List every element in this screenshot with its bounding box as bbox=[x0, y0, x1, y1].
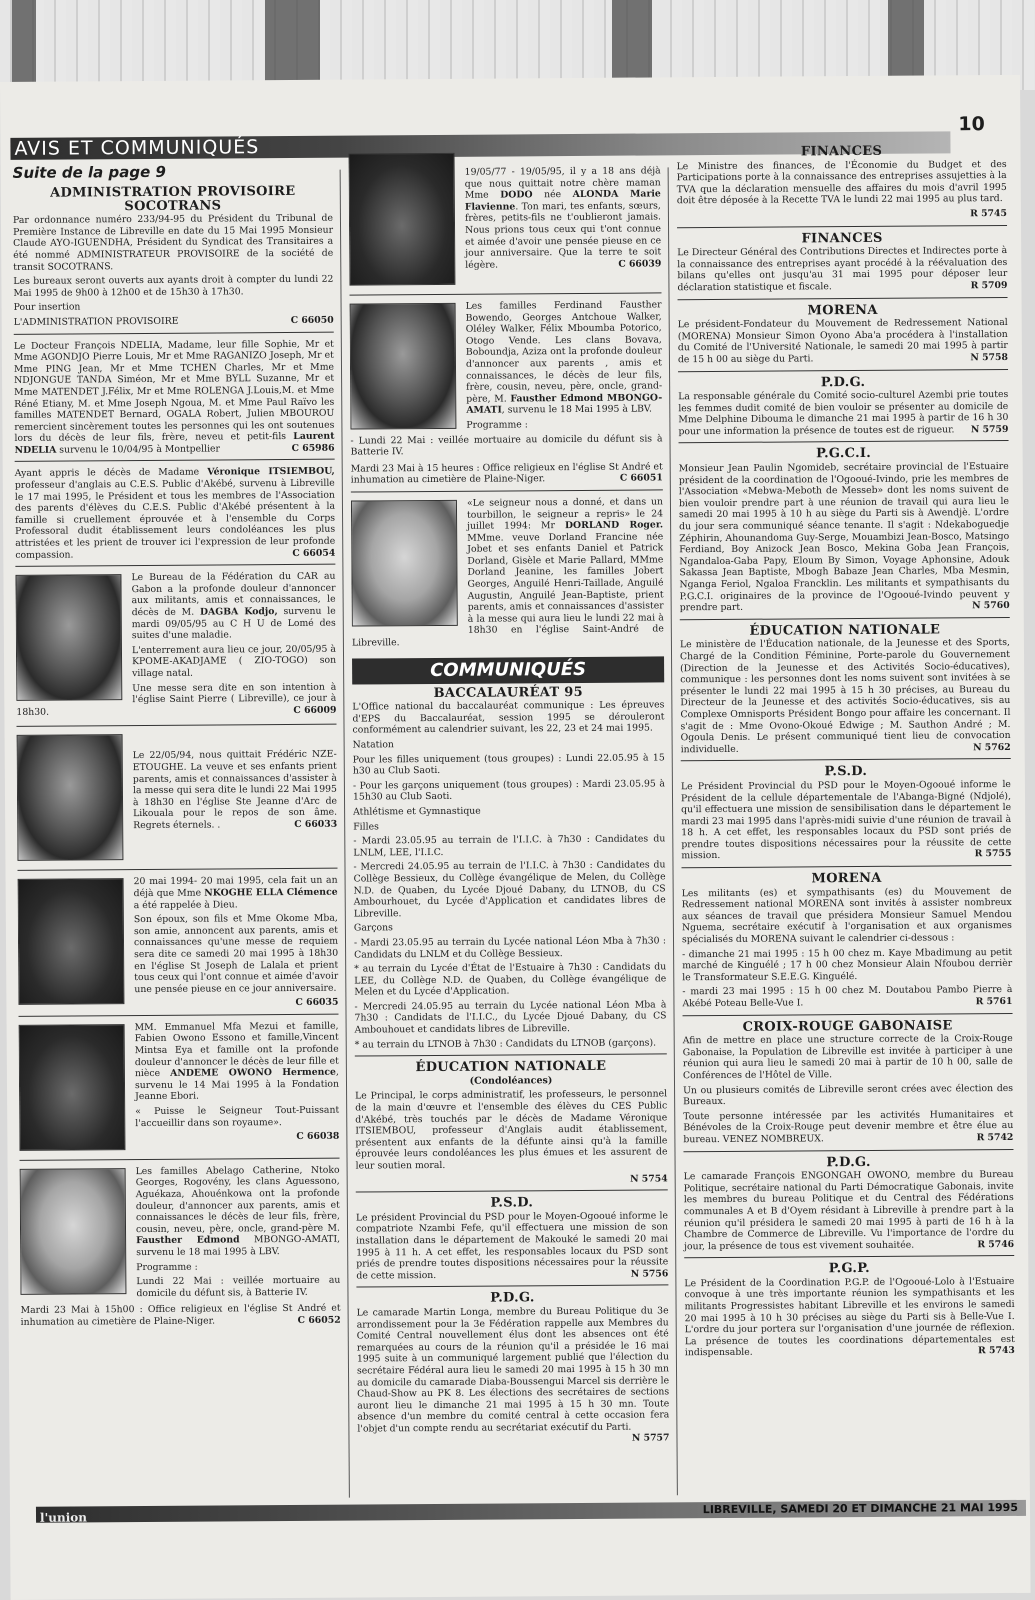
notice-ref: N 5762 bbox=[973, 741, 1011, 753]
notice-finances-1 bbox=[676, 145, 1007, 222]
notice-ref: N 5757 bbox=[631, 1432, 670, 1445]
notice-body: née bbox=[544, 189, 562, 201]
divider bbox=[677, 225, 1007, 228]
notice-body: Les bureaux seront ouverts aux ayants droit à compter du lundi 22 Mai 1995 de 9h00 à 12h00 et de 15h30 à 17h30. bbox=[13, 273, 334, 299]
divider bbox=[19, 1014, 339, 1017]
notice-line: Natation bbox=[352, 739, 394, 751]
column-right bbox=[676, 143, 1014, 1362]
notice-body: Le Bureau de la Fédération du CAR au Gabon a la profonde douleur d'annoncer aux militants, amis et connaissances, le décès de M. bbox=[131, 570, 336, 619]
notice-body: Ayant appris le décès de Madame bbox=[14, 467, 200, 480]
notice-name: DORLAND Roger. bbox=[564, 519, 664, 532]
obituary-nze bbox=[17, 731, 338, 865]
notice-line: * au terrain du LTNOB à 7h30 : Candidats du LTNOB (garçons). bbox=[354, 1037, 657, 1051]
portrait-photo bbox=[349, 153, 456, 286]
notice-finances-2 bbox=[677, 232, 1007, 294]
divider bbox=[679, 440, 1009, 443]
notice-body: Le ministère de l'Éducation nationale, de la Jeunesse et des Sports, Chargé de la Condition Féminine, Porte-parole du Gouvernement (Direction de la Jeunesse et des Activités Socio-éducatives), communique : les personnes dont les noms suivent sont invitées à se présenter le lundi 22 mai 1995 à 15 h 30 précises, au Bureau du Directeur de la Jeunesse et des activités Socio-éducatives, sis au Complexe Omnisports Président Bongo pour affaire les concernant. Il s'agit de : Mme Ovono-Okoué Edwige ; M. Sauthon André ; M. Ogoula Denis. Le présent communiqué tient lieu de convocation individuelle. bbox=[679, 637, 1011, 755]
notice-ref: C 66035 bbox=[295, 996, 339, 1009]
notice-ref: N 5758 bbox=[970, 351, 1008, 364]
divider bbox=[18, 868, 338, 871]
notice-body: Programme : bbox=[466, 419, 528, 431]
notice-body: professeur d'anglais au C.E.S. Public d'Akébé, survenu à Libreville le 17 mai 1995, le Président et tous les membres de l'Association des parents d'élèves du C.E.S. Public d'Akébé présentent à la famille si cruellement éprouvée et à l'ensemble du Corps Professoral dudit établissement leurs condoléances les plus attristées et les prient de trouver ici l'expression de leur profonde compassion. bbox=[14, 477, 336, 561]
notice-ref: C 66009 bbox=[293, 704, 337, 716]
notice-body: a été rappelée à Dieu. bbox=[133, 898, 238, 911]
notice-ref: R 5742 bbox=[976, 1131, 1014, 1144]
notice-name: DODO bbox=[500, 189, 533, 201]
notice-ref: C 66050 bbox=[290, 314, 334, 326]
newspaper-logo: l'union bbox=[39, 1510, 88, 1525]
notice-body: Pour insertion bbox=[13, 301, 81, 314]
notice-ref: C 66051 bbox=[619, 472, 663, 484]
notice-body: Les militants (es) et sympathisants (es) du Mouvement de Redressement national MORENA sont invités à assister nombreux aux séances de travail que présidera Monsieur Samuel Mendou Nguema, secrétaire exécutif à l'organisation et aux organismes spécialisés du MORENA suivant le calendrier ci-dessous : bbox=[681, 885, 1012, 946]
divider bbox=[349, 292, 661, 295]
divider bbox=[16, 724, 336, 727]
notice-body: Toute personne intéressée par les activités Humanitaires et Bénévoles de la Croix-Rouge peut devenir membre et être élue au bureau. VENEZ NOMBREUX. bbox=[683, 1108, 1014, 1146]
notice-body: Le Président de la Coordination P.G.P. de l'Ogooué-Lolo à l'Estuaire convoque à une très importante réunion les sympathisants et les militants Progressistes habitant Libreville et les environs le samedi 20 mai 1995 à 10 h 30 précises au siège du Parti sis à Belle-Vue I. L'ordre du jour portera sur l'organisation d'une journée de réflexion. La présence de toutes les coordinations départementales est indispensable. bbox=[684, 1275, 1015, 1359]
notice-title: P.D.G. bbox=[820, 374, 866, 390]
notice-ref: N 5756 bbox=[630, 1268, 669, 1280]
notice-body: survenu le 10/04/95 à Montpellier bbox=[59, 443, 221, 456]
portrait-photo bbox=[17, 735, 124, 862]
notice-ref: R 5745 bbox=[970, 207, 1007, 220]
notice-ref: R 5743 bbox=[978, 1345, 1015, 1357]
communiques-banner: COMMUNIQUÉS bbox=[352, 656, 664, 684]
notice-title: P.S.D. bbox=[824, 764, 868, 780]
notice-body: Un ou plusieurs comités de Libreville seront crées avec élection des Bureaux. bbox=[683, 1082, 1014, 1108]
background-stripe bbox=[612, 0, 652, 82]
notice-title: MORENA bbox=[811, 870, 882, 887]
notice-title: P.G.P. bbox=[828, 1261, 870, 1277]
divider bbox=[356, 1285, 668, 1288]
notice-title: P.D.G. bbox=[490, 1290, 535, 1306]
portrait-photo bbox=[351, 500, 458, 627]
notice-name: ANDEME OWONO Hermence bbox=[170, 1066, 336, 1080]
notice-line: Pour les filles uniquement (tous groupes) : Lundi 22.05.95 à 15 h30 au Club Saoti. bbox=[352, 751, 665, 777]
notice-body: Les familles Ferdinand Fausther Bowendo, Georges Antchoue Walker, Oléley Walker, Félix Mboumba Potorico, Otogo Vende. Les clans Bovava, Boboundja, Aziza ont la profonde douleur d'annoncer aux parents , amis et connaissances, le décès de leur fils, frère, cousin, neveu, père, oncle, grand-père, M. bbox=[465, 299, 663, 405]
notice-name: Fausther Edmond MBONGO-AMATI bbox=[466, 392, 663, 417]
notice-ref: C 66052 bbox=[297, 1314, 341, 1326]
notice-administration bbox=[12, 183, 334, 329]
notice-line: - Mardi 23.05.95 au terrain de l'I.I.C. à 7h30 : Candidates du LNLM, LEE, l'I.I.C. bbox=[353, 833, 666, 859]
notice-ref: N 5754 bbox=[630, 1172, 668, 1185]
background-stripe bbox=[265, 0, 320, 82]
divider bbox=[15, 564, 335, 567]
notice-line: - Mercredi 24.05.95 au terrain de l'I.I.C. à 7h30 : Candidates du Collège Bessieux, du Collège évangélique de Melen, du Collège N.D. de Quaben, du Lycée Djoué Dabany, du LTNOB, du CS Ambourhouet, du Lycée d'Application et candidates libres de Libreville. bbox=[353, 859, 666, 920]
divider bbox=[14, 331, 334, 334]
notice-body: Le camarade François ENGONGAH OWONO, membre du Bureau Politique, secrétaire national du Parti Démocratique Gabonais, invite les membres du bureau Politique et du Central des Fédérations communales A et B d'Oyem résidant à Libreville à prendre part à la réunion qu'il présidera le samedi 20 mai 1995 à parti de 16 h à la Chambre de Commerce de Libreville. Vu l'importance de l'ordre du jour, la présence de tous est vivement souhaitée. bbox=[683, 1169, 1015, 1252]
column-divider bbox=[668, 167, 678, 1495]
notice-baccalaureat bbox=[352, 686, 667, 1051]
notice-title: P.G.C.I. bbox=[816, 446, 872, 462]
background-stripe bbox=[888, 0, 924, 82]
portrait-photo bbox=[15, 574, 122, 701]
obituary-dagba bbox=[15, 571, 336, 721]
divider bbox=[355, 1054, 667, 1057]
notice-line: - Mardi 23.05.95 au terrain du Lycée national Léon Mba à 7h30 : Candidats du LNLM et du Collège Bessieux. bbox=[353, 935, 667, 961]
notice-ref: C 66039 bbox=[618, 258, 662, 270]
notice-ref: R 5746 bbox=[977, 1238, 1015, 1250]
notice-body: Le Président Provincial du PSD pour le Moyen-Ogooué informe le Président de la cellule départementale de l'Abanga-Bigné (Ndjolé), qu'il effectuera une mission de sensibilisation dans le département le mardi 23 mai 1995 dans l'après-midi suivie d'une réunion de travail à 18 h. A cet effet, les responsables locaux du PSD sont priés de prendre toutes dispositions nécessaires pour la réussite de cette mission. bbox=[680, 778, 1012, 862]
footer-band bbox=[36, 1500, 1026, 1523]
notice-body: Le Docteur François NDELIA, Madame, leur fille Sophie, Mr et Mme AGONDJO Pierre Louis, Mr et Mme RAGANIZO Joseph, Mr et Mme PING Jean, Mr et Mme TCHEN Charles, Mr et Mme NDJONGUE TANDA Siméon, Mr et Mme BYLL Suzanne, Mr et Mme MATENDET J.Félix, Mr et Mme ROLENGA J.Louis,M. et Mme Réné Etiany, M. et Mme Joseph Ngoua, M. et Mme Paul Raïvo les familles MATENDET Bernard, OGALA Robert, Julien MBOUROU remercient sincèrement toutes les personnes qui les ont soutenues lors du décès de leur fils, frère, neveu et petit-fils bbox=[13, 338, 335, 445]
divider bbox=[678, 297, 1008, 300]
notice-body: Monsieur Jean Paulin Ngomideb, secrétaire provincial de l'Estuaire président de la coordination de l'Ogooué-Ivindo, prie les membres de l'Association «Mebwa-Meboth de Messeb» dont les noms suivent de bien vouloir prendre part à une réunion de travail qui aura lieu le samedi 20 mai 1995 à 10 h au siège du Parti sis à Awendjè. L'ordre du jour sera communiqué séance tenante. Il s'agit : Ndekaboguedje Zéphirin, Ahounandoma Guy-Serge, Mouambizi Jean-Bosco, Matsingo Ferdiand, Boy Anizock Jean Bosco, Mekina Goba Jean François, Ngandaloa-Gaba Papy, Eloum By Simon, Voyage Aphonsine, Adouk Sakassa Jean Baptiste, Mbogh Babaze Jean Charles, Mba Mesmin, Nganga Feriol, Ngaloa Francklin. Les militants et sympathisants du P.G.C.I. originaires de la province de l'Ogooué-Ivindo peuvent y prendre part. bbox=[678, 461, 1010, 614]
notice-line: Garçons bbox=[353, 922, 393, 934]
notice-body: « Puisse le Seigneur Tout-Puissant l'accueillir dans son royaume». bbox=[135, 1104, 340, 1129]
notice-education-nationale bbox=[680, 624, 1011, 756]
notice-subtitle: SOCOTRANS bbox=[124, 198, 222, 214]
notice-body: Une messe sera dite en son intention à l'église Saint Pierre ( Libreville), ce jour à 18h30. bbox=[16, 681, 337, 718]
divider bbox=[683, 1148, 1013, 1151]
notice-body: Le 22/05/94, nous quittait Frédéric NZE-ETOUGHE. La veuve et ses enfants prient parents, amis et connaissances d'assister à la messe qui sera dite le lundi 22 Mai 1995 à 18h30 en l'église Ste Jeanne d'Arc de Likouala pour le repos de son âme. Regrets éternels. . bbox=[132, 749, 338, 831]
notice-pdg-2 bbox=[684, 1155, 1015, 1252]
notice-ref: N 5760 bbox=[972, 600, 1010, 612]
obituary-mbongo bbox=[20, 1165, 341, 1304]
notice-body: Mardi 23 Mai à 15 heures : Office religieux en l'église St André et inhumation au cimetière de Plaine-Niger. bbox=[350, 461, 663, 486]
notice-body: - mardi 23 mai 1995 : 15 h 00 chez M. Doutabou Pambo Pierre à Akébé Poteau Belle-Vue I. bbox=[682, 984, 1013, 1010]
portrait-photo bbox=[18, 879, 125, 1006]
obituary-dodo bbox=[348, 149, 661, 289]
notice-name: NKOGHE ELLA Clémence bbox=[204, 886, 338, 899]
divider bbox=[15, 459, 335, 462]
footer-dateline: LIBREVILLE, SAMEDI 20 ET DIMANCHE 21 MAI 1995 bbox=[702, 1500, 1019, 1517]
divider bbox=[681, 758, 1011, 761]
notice-name: ALONDA Marie Flavienne bbox=[464, 188, 661, 213]
portrait-photo bbox=[19, 1024, 126, 1151]
notice-body: survenu le mardi 09/05/95 au C H U de Lomé des suites d'une maladie. bbox=[131, 605, 336, 642]
notice-psd bbox=[356, 1197, 669, 1282]
notice-name: Véronique ITSIEMBOU, bbox=[207, 466, 335, 479]
notice-ref: C 66038 bbox=[296, 1130, 340, 1143]
notice-body: La responsable générale du Comité socio-culturel Azembi prie toutes les femmes dudit comité de bien vouloir se présenter au domicile de Mme Delphine Dibouma le dimanche 21 mai 1995 à partir de 16 h 30 pour une information la présence de toutes est de rigueur. bbox=[678, 389, 1009, 438]
notice-title: MORENA bbox=[807, 302, 878, 318]
notice-name: DAGBA Kodjo, bbox=[199, 606, 278, 618]
divider bbox=[351, 489, 663, 492]
notice-itsiembou bbox=[15, 466, 336, 561]
notice-line: * au terrain du Lycée d'État de l'Estuaire à 7h30 : Candidats du LEE, du Collège N.D. de Quaben, du Collège évangélique de Melen et du Lycée d'Application. bbox=[354, 961, 667, 998]
column-divider bbox=[340, 170, 350, 1498]
continued-label: Suite de la page 9 bbox=[12, 162, 166, 182]
portrait-photo bbox=[350, 303, 457, 430]
notice-body: MBONGO-AMATI, survenu le 18 mai 1995 à LBV. bbox=[136, 1234, 341, 1259]
notice-body: 19/05/77 - 19/05/95, il y a 18 ans déjà que nous quittait notre chère maman Mme bbox=[464, 165, 661, 201]
notice-title: FINANCES bbox=[801, 230, 883, 246]
notice-ndelia bbox=[14, 338, 335, 456]
notice-body: - dimanche 21 mai 1995 : 15 h 00 chez m. Kaye Mbadimung au petit marché de Kinguélé ; 17 h 00 chez Monsieur Alain Nfoubou derrièr le Transformateur S.E.E.G. Kinguélé. bbox=[682, 946, 1013, 984]
obituary-andeme bbox=[19, 1021, 340, 1155]
page-number: 10 bbox=[958, 113, 985, 136]
notice-signature: L'ADMINISTRATION PROVISOIRE bbox=[13, 315, 179, 328]
notice-ref: R 5761 bbox=[975, 995, 1013, 1008]
obituary-dorland bbox=[351, 496, 664, 652]
notice-body: Lundi 22 Mai : veillée mortuaire au domicile du défunt sis, à Batterie IV. bbox=[136, 1274, 341, 1299]
notice-title: P.D.G. bbox=[826, 1154, 871, 1170]
notice-line: - Pour les garçons uniquement (tous groupes) : Mardi 23.05.95 à 15h30 au Club Saoti. bbox=[352, 778, 665, 803]
notice-pdg bbox=[356, 1290, 670, 1445]
notice-ref: N 5759 bbox=[970, 423, 1009, 436]
notice-body: Afin de mettre en place une structure correcte de la Croix-Rouge Gabonaise, la Population de Libreville est invitée à participer à une réunion qui aura lieu le samedi 20 mai à partir de 10 h 00, salle de Conférences de l'Hôtel de Ville. bbox=[682, 1033, 1013, 1082]
newspaper-page bbox=[0, 75, 1031, 1600]
notice-name: Fausther Edmond bbox=[136, 1234, 240, 1247]
portrait-photo bbox=[20, 1168, 127, 1295]
background-stripe bbox=[12, 0, 36, 82]
notice-body: MMme. veuve Dorland Francine née Jobet et ses enfants Daniel et Patrick Dorland, Gisèle et Marie Pallard, MMme Dorland Jeanine, les familles Jobert Georges, Anguilé Henri-Taillade, Anguilé Augustin, Anguilé Jean-Baptiste, prient parents, amis et connaissances d'assister à la messe qui aura lieu le lundi 22 mai à 18h30 en l'église Saint-André de Libreville. bbox=[351, 531, 664, 649]
notice-body: Le camarade Martin Longa, membre du Bureau Politique du 3e arrondissement pour la 3e Fédération rappelle aux Membres du Comité Central nouvellement élus dont les absences ont été remarquées au cours de la réunion qu'il a présidée le 16 mai 1995 suite à un communiqué largement publié que l'élection du secrétaire Fédéral aura lieu le samedi 20 mai 1995 à 15 h 30 mn au domicile du camarade Diaba-Boussengui Marcel sis derrière le Chaud-Show au PK 8. Les élections des secrétaires de sections auront lieu le dimanche 21 mai 1995 à 15 h 30 mn. Toute absence d'un membre du comité central à cette occasion fera l'objet d'un compte rendu au secrétariat exécutif du Parti. bbox=[356, 1305, 670, 1435]
notice-ref: R 5709 bbox=[970, 279, 1008, 292]
notice-body: Le Directeur Général des Contributions Directes et Indirectes porte à la connaissance des entreprises ayant procédé à la réévaluation des bilans qu'elles ont jusqu'au 31 mai 1995 pour déposer leur déclaration statistique et fiscale. bbox=[677, 245, 1008, 294]
notice-body: L'enterrement aura lieu ce jour, 20/05/95 à KPOME-AKADJAME ( ZIO-TOGO) son village natal. bbox=[131, 643, 337, 680]
notice-pgci bbox=[679, 447, 1010, 614]
notice-morena-2 bbox=[682, 872, 1013, 1010]
notice-body: Le Principal, le corps administratif, les professeurs, le personnel de la main d'œuvre et l'ensemble des élèves du CES Public d'Akébé, très touchés par le décès de Madame Véronique ITSIEMBOU, professeur d'Anglais audit établissement, présentent aux enfants de la défunte ainsi qu'à la famille éprouvée leurs condoléances les plus émues et les assurent de leur soutien moral. bbox=[355, 1088, 668, 1172]
divider bbox=[20, 1158, 340, 1161]
notice-title: ÉDUCATION NATIONALE bbox=[415, 1059, 607, 1076]
obituary-fausther bbox=[350, 299, 663, 461]
notice-line: Filles bbox=[353, 820, 379, 833]
notice-body: Le président-Fondateur du Mouvement de Redressement National (MORENA) Monsieur Simon Oyono Aba'a procédera à l'installation du Comité de l'Université Nationale, le samedi 20 mai 1995 à partir de 15 h 00 au siège du Parti. bbox=[677, 317, 1008, 366]
notice-ref: C 65986 bbox=[291, 442, 335, 454]
notice-body: - Lundi 22 Mai : veillée mortuaire au domicile du défunt sis à Batterie IV. bbox=[350, 432, 663, 458]
column-middle bbox=[348, 149, 669, 1446]
notice-ref: C 66054 bbox=[292, 547, 336, 559]
notice-croix-rouge bbox=[682, 1017, 1014, 1146]
notice-body: Son époux, son fils et Mme Okome Mba, son amie, annoncent aux parents, amis et connaissances qu'une messe de requiem sera dite ce samedi 20 mai 1995 à 18h30 en l'église St Joseph de Lalala et prient tous ceux qui l'ont connue et aimée d'avoir une pensée pieuse en ce jour anniversaire. bbox=[133, 912, 339, 995]
notice-pdg-1 bbox=[678, 375, 1008, 437]
notice-body: MM. Emmanuel Mfa Mezui et famille, Fabien Owono Essono et famille,Vincent Mintsa Eya et famille ont la profonde douleur d'annoncer le décès de leur fille et nièce bbox=[134, 1020, 339, 1080]
notice-ref: R 5755 bbox=[974, 848, 1012, 860]
notice-ref: C 66033 bbox=[294, 818, 338, 830]
notice-body: Par ordonnance numéro 233/94-95 du Président du Tribunal de Première Instance de Libreville en date du 15 Mai 1995 Monsieur Claude AYO-IGUENDHA, Président du Syndicat des Transitaires a été nommé ADMINISTRATEUR PROVISOIRE de la société de transit SOCOTRANS. bbox=[12, 212, 334, 273]
divider bbox=[680, 617, 1010, 620]
notice-body: Mardi 23 Mai à 15h00 : Office religieux en l'église St André et inhumation au cimetière de Plaine-Niger. bbox=[20, 1303, 341, 1328]
divider bbox=[684, 1255, 1014, 1258]
notice-line: L'Office national du baccalauréat communique : Les épreuves d'EPS du Baccalauréat, session 1995 se dérouleront conformément au calendrier suivant, les 22, 23 et 24 mai 1995. bbox=[352, 699, 665, 736]
notice-body: Les familles Abelago Catherine, Ntoko Georges, Rogovény, les clans Aguessono, Aguékaza, Ahouénkowa ont la profonde douleur, d'annoncer aux parents, amis et connaissances le décès de leur fils, frère, cousin, neveu, père, oncle, grand-père M. bbox=[135, 1164, 341, 1235]
notice-body: «Le seigneur nous a donné, et dans un tourbillon, le seigneur a repris» le 24 juillet 1994: Mr bbox=[466, 496, 664, 532]
notice-line: Athlétisme et Gymnastique bbox=[353, 805, 481, 818]
notice-line: - Mercredi 24.05.95 au terrain du Lycée national Léon Mba à 7h30 : Candidats de l'I.I.C., du Lycée Djoué Dabany, du CS Ambouhouet et candidats libres de Libreville. bbox=[354, 999, 667, 1036]
notice-body: Le Ministre des finances, de l'Économie du Budget et des Participations porte à la connaissance des entreprises assujetties à la TVA que la déclaration mensuelle des affaires du mois d'avril 1995 doit être déposée à la Recette TVA le lundi 22 mai 1995 au plus tard. bbox=[676, 158, 1007, 207]
notice-pgp bbox=[684, 1262, 1015, 1359]
notice-title: CROIX-ROUGE GABONAISE bbox=[742, 1017, 953, 1035]
notice-body: . Ton mari, tes enfants, sœurs, frères, petits-fils ne t'oublieront jamais. Nous prions tous ceux qui t'ont connue et aimée d'avoir une pensée pieuse en ce jour anniversaire. Que la terre te soit légère. bbox=[464, 200, 662, 271]
notice-title: ÉDUCATION NATIONALE bbox=[749, 622, 941, 639]
notice-body: , survenu le 14 Mai 1995 à la Fondation Jeanne Ebori. bbox=[134, 1066, 340, 1103]
notice-body: Programme : bbox=[136, 1261, 198, 1273]
notice-education-condoleances bbox=[355, 1061, 668, 1187]
notice-name: Laurent NDELIA bbox=[14, 430, 335, 456]
divider bbox=[356, 1190, 668, 1193]
notice-subtitle: (Condoléances) bbox=[469, 1075, 553, 1087]
column-left bbox=[13, 184, 341, 1332]
notice-title: FINANCES bbox=[800, 143, 883, 160]
notice-body: Le président Provincial du PSD pour le Moyen-Ogooué informe le compatriote Nzambi Fefe, qu'il effectuera une mission de son installation dans le département de Makouké le samedi 20 mai 1995 à 11 h. A cet effet, les responsables locaux du PSD sont priés de prendre toutes dispositions nécessaires pour la réussite de cette mission. bbox=[355, 1210, 669, 1282]
notice-body: , survenu le 18 Mai 1995 à LBV. bbox=[501, 403, 652, 416]
notice-morena-1 bbox=[678, 304, 1008, 366]
obituary-nkoghe bbox=[18, 875, 339, 1011]
notice-title: P.S.D. bbox=[490, 1195, 534, 1211]
divider bbox=[683, 1013, 1013, 1016]
section-title: AVIS ET COMMUNIQUÉS bbox=[14, 136, 260, 160]
notice-body: 20 mai 1994- 20 mai 1995, cela fait un an déjà que Mme bbox=[133, 875, 338, 900]
divider bbox=[681, 865, 1011, 868]
notice-title: BACCALAURÉAT 95 bbox=[433, 684, 583, 701]
divider bbox=[678, 368, 1008, 371]
notice-psd bbox=[681, 765, 1012, 862]
notice-title: ADMINISTRATION PROVISOIRE bbox=[50, 183, 296, 201]
